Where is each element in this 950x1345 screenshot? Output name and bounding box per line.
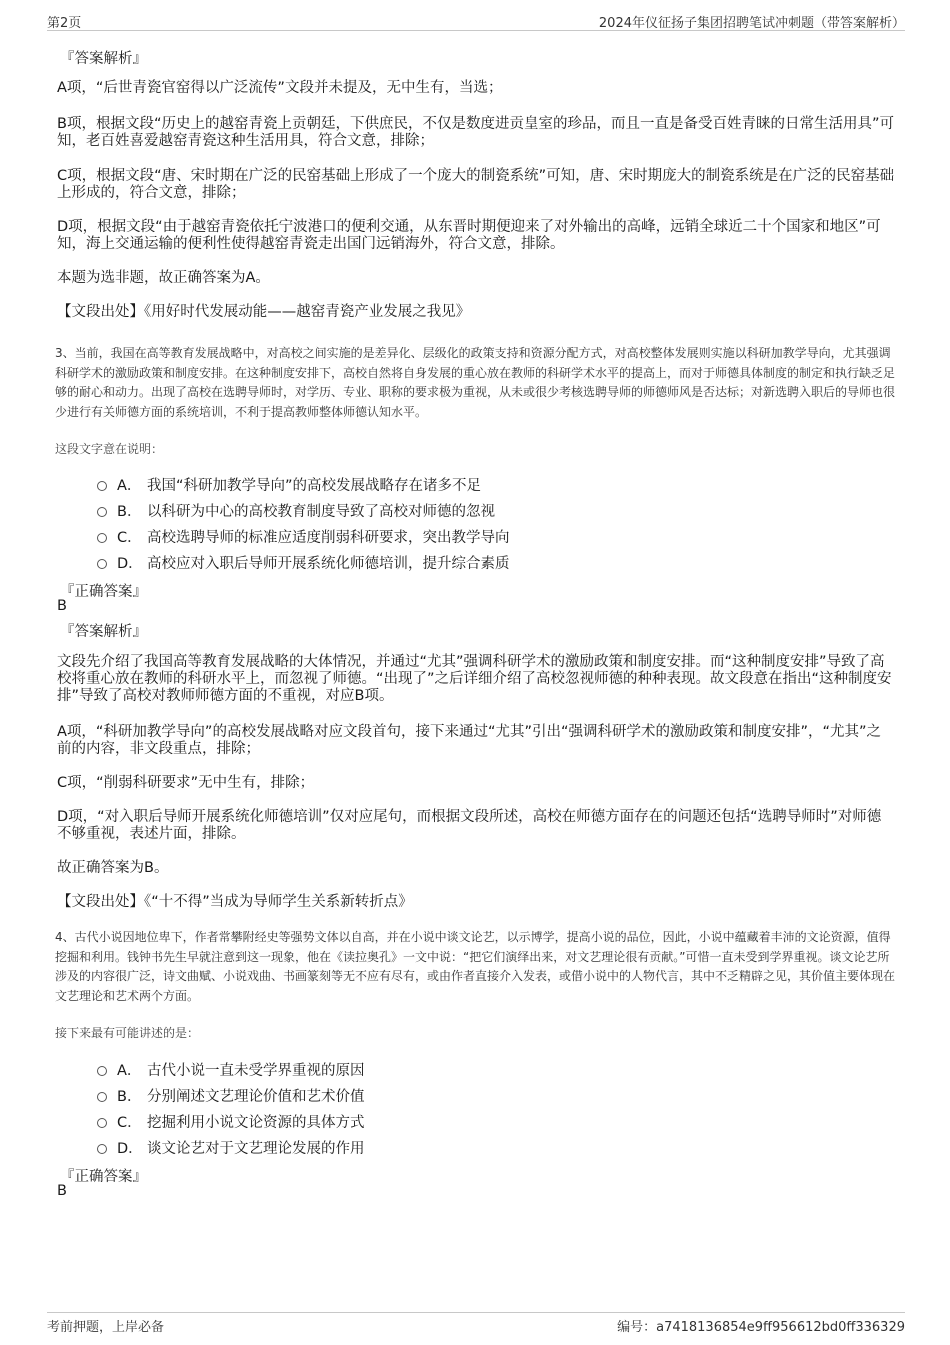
answer-label: 『正确答案』 xyxy=(60,584,147,600)
option-letter: D． xyxy=(117,556,143,572)
option-text: 谈文论艺对于文艺理论发展的作用 xyxy=(147,1141,365,1157)
radio-button[interactable] xyxy=(97,481,107,491)
option-text: 高校选聘导师的标准应适度削弱科研要求，突出教学导向 xyxy=(147,530,510,546)
option-letter: B． xyxy=(117,1089,142,1105)
radio-button[interactable] xyxy=(97,1118,107,1128)
question-stem: 3、当前，我国在高等教育发展战略中，对高校之间实施的是差异化、层级化的政策支持和资源分配方式，对高校整体发展则实施以科研加教学导向，尤其强调科研学术的激励政策和制度安排。在这种制度安排下，高校自然将自身发展的重心放在教师的科研学术水平的提高上，而对于师德具体制度的制定和执行缺乏足够的耐心和动力。出现了高校在选聘导师时，对学历、专业、职称的要求极为重视，从未或很少考核选聘导师的师德师风是否达标；对新选聘入职后的导师也很少进行有关师德方面的系统培训，不利于提高教师整体师德认知水平。 xyxy=(55,346,896,419)
correct-answer: B xyxy=(57,598,67,614)
option-letter: A． xyxy=(117,1063,142,1079)
answer-label: 『正确答案』 xyxy=(60,1169,147,1185)
radio-button[interactable] xyxy=(97,1144,107,1154)
analysis-paragraph: C项，“削弱科研要求”无中生有，排除； xyxy=(57,775,315,791)
page-footer xyxy=(47,1312,905,1337)
radio-button[interactable] xyxy=(97,559,107,569)
footer-slogan: 考前押题，上岸必备 xyxy=(47,1320,165,1335)
option-b[interactable] xyxy=(97,500,495,521)
analysis-conclusion: 本题为选非题，故正确答案为A。 xyxy=(57,270,270,286)
source-citation: 【文段出处】《“十不得”当成为导师学生关系新转折点》 xyxy=(57,894,413,910)
analysis-paragraph: D项，“对入职后导师开展系统化师德培训”仅对应尾句，而根据文段所述，高校在师德方面存在的问题还包括“选聘导师时”对师德不够重视，表述片面，排除。 xyxy=(57,809,882,842)
option-a[interactable] xyxy=(97,1059,365,1080)
option-text: 我国“科研加教学导向”的高校发展战略存在诸多不足 xyxy=(147,478,482,494)
analysis-paragraph: A项，“后世青瓷官窑得以广泛流传”文段并未提及，无中生有，当选； xyxy=(57,80,503,96)
radio-button[interactable] xyxy=(97,1092,107,1102)
option-letter: C． xyxy=(117,1115,142,1131)
option-a[interactable] xyxy=(97,474,481,495)
analysis-conclusion: 故正确答案为B。 xyxy=(57,860,169,876)
page-header xyxy=(47,8,905,31)
option-letter: A． xyxy=(117,478,142,494)
question-prompt: 这段文字意在说明： xyxy=(55,442,164,456)
analysis-label: 『答案解析』 xyxy=(60,624,147,640)
option-d[interactable] xyxy=(97,1137,365,1158)
option-text: 以科研为中心的高校教育制度导致了高校对师德的忽视 xyxy=(147,504,495,520)
option-b[interactable] xyxy=(97,1085,365,1106)
option-text: 分别阐述文艺理论价值和艺术价值 xyxy=(147,1089,365,1105)
option-text: 高校应对入职后导师开展系统化师德培训，提升综合素质 xyxy=(147,556,510,572)
option-text: 挖掘利用小说文论资源的具体方式 xyxy=(147,1115,365,1131)
correct-answer: B xyxy=(57,1183,67,1199)
option-c[interactable] xyxy=(97,526,510,547)
analysis-paragraph: B项，根据文段“历史上的越窑青瓷上贡朝廷，下供庶民，不仅是数度进贡皇室的珍品，而且一直是备受百姓青睐的日常生活用具”可知，老百姓喜爱越窑青瓷这种生活用具，符合文意，排除； xyxy=(57,116,894,149)
option-letter: B． xyxy=(117,504,142,520)
document-title: 2024年仪征扬子集团招聘笔试冲刺题（带答案解析） xyxy=(598,16,905,31)
analysis-label: 『答案解析』 xyxy=(60,51,147,67)
document-code: 编号：a7418136854e9ff956612bd0ff336329 xyxy=(617,1320,905,1335)
analysis-paragraph: 文段先介绍了我国高等教育发展战略的大体情况，并通过“尤其”强调科研学术的激励政策和制度安排。而“这种制度安排”导致了高校将重心放在教师的科研水平上，而忽视了师德。“出现了”之后详细介绍了高校忽视师德的种种表现。故文段意在指出“这种制度安排”导致了高校对教师师德方面的不重视，对应B项。 xyxy=(57,654,892,704)
page-number: 第2页 xyxy=(47,16,82,31)
radio-button[interactable] xyxy=(97,533,107,543)
option-d[interactable] xyxy=(97,552,510,573)
radio-button[interactable] xyxy=(97,507,107,517)
option-letter: C． xyxy=(117,530,142,546)
option-letter: D． xyxy=(117,1141,143,1157)
analysis-paragraph: D项，根据文段“由于越窑青瓷依托宁波港口的便利交通，从东晋时期便迎来了对外输出的高峰，远销全球近二十个国家和地区”可知，海上交通运输的便利性使得越窑青瓷走出国门远销海外，符合文意，排除。 xyxy=(57,219,881,252)
option-c[interactable] xyxy=(97,1111,365,1132)
analysis-paragraph: C项，根据文段“唐、宋时期在广泛的民窑基础上形成了一个庞大的制瓷系统”可知，唐、宋时期庞大的制瓷系统是在广泛的民窑基础上形成的，符合文意，排除； xyxy=(57,168,895,201)
source-citation: 【文段出处】《用好时代发展动能——越窑青瓷产业发展之我见》 xyxy=(57,304,471,320)
question-stem: 4、古代小说因地位卑下，作者常攀附经史等强势文体以自高，并在小说中谈文论艺，以示博学，提高小说的品位，因此，小说中蕴藏着丰沛的文论资源，值得挖掘和利用。钱钟书先生早就注意到这一现象，他在《读拉奥孔》一文中说：“把它们演绎出来，对文艺理论很有贡献。”可惜一直未受到学界重视。谈文论艺所涉及的内容很广泛，诗文曲赋、小说戏曲、书画篆刻等无不应有尽有，或由作者直接介入发表，或借小说中的人物代言，其中不乏精辟之见，其价值主要体现在文艺理论和艺术两个方面。 xyxy=(55,930,896,1003)
radio-button[interactable] xyxy=(97,1066,107,1076)
option-text: 古代小说一直未受学界重视的原因 xyxy=(147,1063,365,1079)
analysis-paragraph: A项，“科研加教学导向”的高校发展战略对应文段首句，接下来通过“尤其”引出“强调科研学术的激励政策和制度安排”，“尤其”之前的内容，非文段重点，排除； xyxy=(57,724,882,757)
question-prompt: 接下来最有可能讲述的是： xyxy=(55,1026,200,1040)
